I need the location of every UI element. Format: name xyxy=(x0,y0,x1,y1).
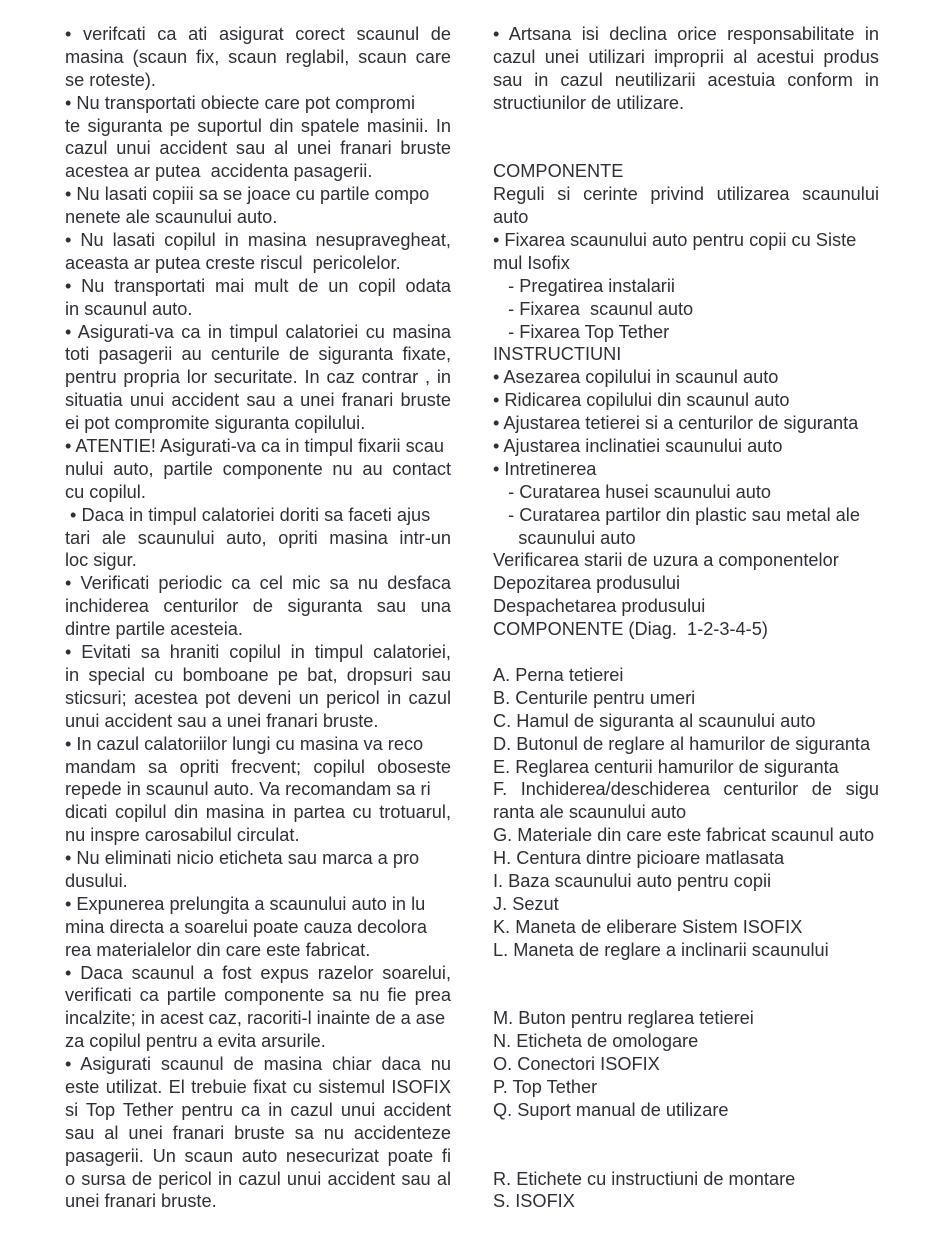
text-line: aceasta ar putea creste riscul pericolelor. xyxy=(65,252,401,273)
text-line: K. Maneta de eliberare Sistem ISOFIX xyxy=(493,916,803,937)
text-line: masina (scaun fix, scaun reglabil, scaun care xyxy=(65,46,451,67)
text-line: mul Isofix xyxy=(493,252,570,273)
text-line: acestea ar putea accidenta pasagerii. xyxy=(65,161,373,182)
text-line: • Asigurati scaunul de masina chiar daca nu xyxy=(65,1054,451,1075)
text-line: te siguranta pe suportul din spatele masinii. In xyxy=(65,115,451,136)
text-line: - Pregatirea instalarii xyxy=(493,275,675,296)
text-line: Reguli si cerinte privind utilizarea scaunului xyxy=(493,184,879,205)
blank-line xyxy=(493,984,879,1007)
text-line: - Fixarea Top Tether xyxy=(493,321,670,342)
text-line: structiunilor de utilizare. xyxy=(493,92,685,113)
text-line: tari ale scaunului auto, opriti masina intr-un xyxy=(65,527,451,548)
right-text-column xyxy=(493,23,879,1213)
text-line: unei franari bruste. xyxy=(65,1191,217,1212)
text-line: se roteste). xyxy=(65,69,156,90)
text-line: • Intretinerea xyxy=(493,458,597,479)
text-line: • Ridicarea copilului din scaunul auto xyxy=(493,390,790,411)
text-line: F. Inchiderea/deschiderea centurilor de sigu xyxy=(493,779,879,800)
text-line: • ATENTIE! Asigurati-va ca in timpul fixarii scau xyxy=(65,436,444,457)
text-line: mandam sa opriti frecvent; copilul oboseste xyxy=(65,756,451,777)
text-line: A. Perna tetierei xyxy=(493,664,624,685)
text-line: mina directa a soarelui poate cauza decolora xyxy=(65,916,427,937)
text-line: repede in scaunul auto. Va recomandam sa ri xyxy=(65,779,431,800)
text-line: I. Baza scaunului auto pentru copii xyxy=(493,870,772,891)
text-line: cazul unui accident sau al unei franari bruste xyxy=(65,138,451,159)
text-line: in special cu bomboane pe bat, dropsuri sau xyxy=(65,664,451,685)
text-line: • verifcati ca ati asigurat corect scaunul de xyxy=(65,24,451,44)
text-line: • Daca in timpul calatoriei doriti sa faceti ajus xyxy=(65,504,431,525)
text-line: za copilul pentru a evita arsurile. xyxy=(65,1031,326,1052)
text-line: • Expunerea prelungita a scaunului auto in lu xyxy=(65,893,426,914)
text-line: D. Butonul de reglare al hamurilor de siguranta xyxy=(493,733,871,754)
text-line: • Daca scaunul a fost expus razelor soarelui, xyxy=(65,962,451,983)
text-line: • Nu eliminati nicio eticheta sau marca a pro xyxy=(65,848,420,869)
text-line: • In cazul calatoriilor lungi cu masina va reco xyxy=(65,733,424,754)
text-line: R. Etichete cu instructiuni de montare xyxy=(493,1168,796,1189)
text-line: H. Centura dintre picioare matlasata xyxy=(493,848,785,869)
text-line: L. Maneta de reglare a inclinarii scaunului xyxy=(493,939,829,960)
text-line: nu inspre carosabilul circulat. xyxy=(65,825,300,846)
left-text-column xyxy=(65,23,451,1213)
text-line: • Nu lasati copiii sa se joace cu partile compo xyxy=(65,184,430,205)
text-line: dusului. xyxy=(65,870,128,891)
text-line: J. Sezut xyxy=(493,893,559,914)
text-line: S. ISOFIX xyxy=(493,1191,575,1212)
text-line: N. Eticheta de omologare xyxy=(493,1031,699,1052)
text-line: M. Buton pentru reglarea tetierei xyxy=(493,1008,754,1029)
text-line: E. Reglarea centurii hamurilor de siguranta xyxy=(493,756,839,777)
text-line: Q. Suport manual de utilizare xyxy=(493,1099,729,1120)
text-line: nului auto, partile componente nu au contact xyxy=(65,458,451,479)
text-line: sau al unei franari bruste sa nu accidenteze xyxy=(65,1122,451,1143)
text-line: dintre partile acesteia. xyxy=(65,619,243,640)
text-line: ei pot compromite siguranta copilului. xyxy=(65,413,366,434)
text-line: rea materialelor din care este fabricat. xyxy=(65,939,371,960)
text-line: toti pasagerii au centurile de siguranta fixate, xyxy=(65,344,451,365)
text-line: • Fixarea scaunului auto pentru copii cu Siste xyxy=(493,230,857,251)
text-line: - Fixarea scaunul auto xyxy=(493,298,694,319)
text-line: O. Conectori ISOFIX xyxy=(493,1054,660,1075)
text-line: • Asigurati-va ca in timpul calatoriei cu masina xyxy=(65,321,451,342)
text-line: incalzite; in acest caz, racoriti-l inainte de a ase xyxy=(65,1008,446,1029)
text-line: B. Centurile pentru umeri xyxy=(493,687,696,708)
text-line: • Nu transportati obiecte care pot compromi xyxy=(65,92,416,113)
text-line: Despachetarea produsului xyxy=(493,596,706,617)
text-line: • Nu transportati mai mult de un copil odata xyxy=(65,275,451,296)
blank-line xyxy=(493,137,879,160)
text-line: Depozitarea produsului xyxy=(493,573,681,594)
blank-line xyxy=(493,962,879,985)
text-line: Verificarea starii de uzura a componentelor xyxy=(493,550,839,571)
blank-line xyxy=(493,1122,879,1145)
blank-line xyxy=(493,115,879,138)
text-line: ranta ale scaunului auto xyxy=(493,802,687,823)
text-line: auto xyxy=(493,207,529,228)
text-line: - Curatarea husei scaunului auto xyxy=(493,481,772,502)
text-line: P. Top Tether xyxy=(493,1076,598,1097)
text-line: • Ajustarea tetierei si a centurilor de siguranta xyxy=(493,413,859,434)
text-line: pasagerii. Un scaun auto nesecurizat poate fi xyxy=(65,1145,451,1166)
text-line: pentru propria lor securitate. In caz contrar , in xyxy=(65,367,451,388)
blank-line xyxy=(493,641,879,664)
text-line: si Top Tether pentru ca in cazul unui accident xyxy=(65,1099,451,1120)
text-line: situatia unui accident sau a unei franari bruste xyxy=(65,390,451,411)
text-line: • Verificati periodic ca cel mic sa nu desfaca xyxy=(65,573,451,594)
text-line: • Asezarea copilului in scaunul auto xyxy=(493,367,779,388)
text-line: COMPONENTE (Diag. 1-2-3-4-5) xyxy=(493,619,768,640)
text-line: verificati ca partile componente sa nu fie prea xyxy=(65,985,451,1006)
blank-line xyxy=(493,1145,879,1168)
text-line: sau in cazul neutilizarii acestuia conform in xyxy=(493,69,879,90)
text-line: • Ajustarea inclinatiei scaunului auto xyxy=(493,436,783,457)
text-line: unui accident sau a unei franari bruste. xyxy=(65,710,379,731)
text-line: dicati copilul din masina in partea cu trotuarul, xyxy=(65,802,451,823)
text-line: o sursa de pericol in cazul unui accident sau al xyxy=(65,1168,451,1189)
text-line: loc sigur. xyxy=(65,550,137,571)
text-line: • Evitati sa hraniti copilul in timpul calatoriei, xyxy=(65,642,451,663)
text-line: in scaunul auto. xyxy=(65,298,193,319)
text-line: scaunului auto xyxy=(493,527,636,548)
text-line: COMPONENTE xyxy=(493,161,624,182)
text-line: este utilizat. El trebuie fixat cu sistemul ISOFIX xyxy=(65,1076,451,1097)
text-line: G. Materiale din care este fabricat scaunul auto xyxy=(493,825,875,846)
text-line: inchiderea centurilor de siguranta sau una xyxy=(65,596,451,617)
text-line: C. Hamul de siguranta al scaunului auto xyxy=(493,710,816,731)
text-line: - Curatarea partilor din plastic sau metal ale xyxy=(493,504,860,525)
text-line: cu copilul. xyxy=(65,481,146,502)
text-line: cazul unei utilizari improprii al acestui produs xyxy=(493,46,879,67)
text-line: • Nu lasati copilul in masina nesupravegheat, xyxy=(65,230,451,251)
text-line: • Artsana isi declina orice responsabilitate in xyxy=(493,24,879,44)
text-line: INSTRUCTIUNI xyxy=(493,344,622,365)
text-line: nenete ale scaunului auto. xyxy=(65,207,278,228)
text-line: sticsuri; acestea pot deveni un pericol in cazul xyxy=(65,687,451,708)
